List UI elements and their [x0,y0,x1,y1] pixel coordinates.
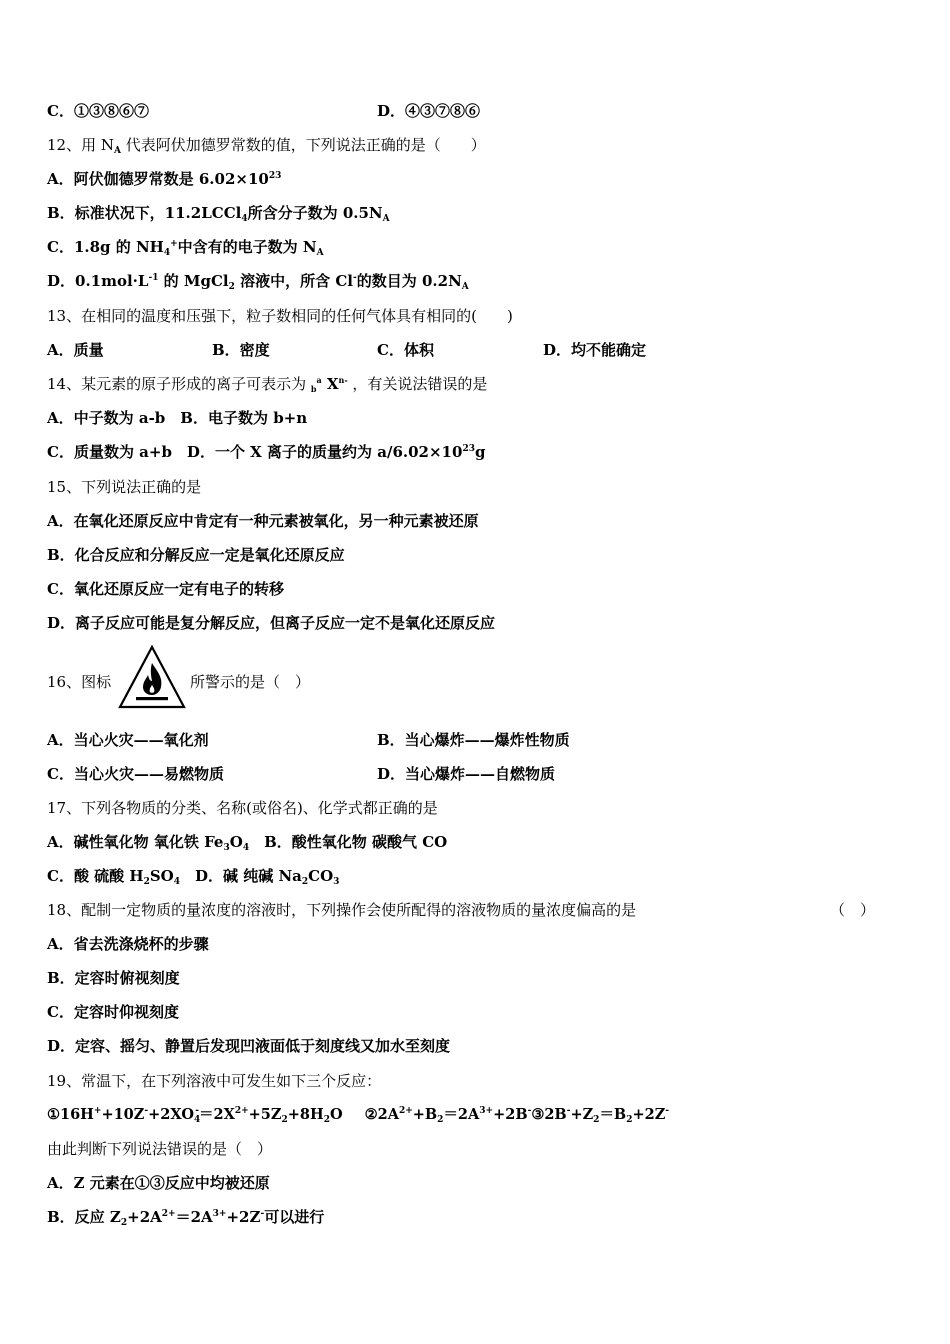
q14-stem: 14、某元素的原子形成的离子可表示为 $_b^a$ $X^{n-}$ ，有关说法错误的是 [47,375,488,394]
flammable-warning-icon [117,644,187,710]
q16-options-cd [47,764,556,784]
q16-options-ab [47,730,570,750]
q14-options-ab: A．中子数为 a-b B．电子数为 b+n [47,409,308,427]
q18-answer-paren: （ ） [830,901,876,919]
q16-option-d: D．当心爆炸——自燃物质 [377,765,556,783]
q13-option-d: D．均不能确定 [543,341,647,359]
q12-option-b: B．标准状况下，11.2LCCl$_4$所含分子数为 $0.5N_A$ [47,204,390,224]
q12-option-a: A．阿伏伽德罗常数是 $6.02\times 10^{23}$ [47,170,282,188]
q19-option-b: B．反应 $Z_2+2A^{2+}=2A^{3+}+2Z^-$可以进行 [47,1208,325,1228]
q15-option-b: B．化合反应和分解反应一定是氧化还原反应 [47,546,345,564]
q18-option-d: D．定容、摇匀、静置后发现凹液面低于刻度线又加水至刻度 [47,1037,451,1055]
q15-option-a: A．在氧化还原反应中肯定有一种元素被氧化，另一种元素被还原 [47,512,479,530]
q15-option-d: D．离子反应可能是复分解反应，但离子反应一定不是氧化还原反应 [47,614,496,632]
q16-option-a: A．当心火灾——氧化剂 [47,731,209,749]
q16-stem-suffix: 所警示的是（ ） [190,673,311,691]
q11-options [47,101,481,121]
q16-option-c: C．当心火灾——易燃物质 [47,765,224,783]
q18-option-a: A．省去洗涤烧杯的步骤 [47,935,209,953]
q15-stem: 15、下列说法正确的是 [47,478,202,496]
q11-option-d: D．④③⑦⑧⑥ [377,102,481,120]
q19-stem: 19、常温下，在下列溶液中可发生如下三个反应： [47,1072,382,1090]
q18-stem: 18、配制一定物质的量浓度的溶液时，下列操作会使所配得的溶液物质的量浓度偏高的是 [47,901,637,919]
q12-option-d: D．$0.1mol\cdot L^{-1}$ 的 MgCl$_2$ 溶液中，所含 Cl-的数目为 $0.2N_A$ [47,272,469,292]
q13-options [47,340,647,360]
q18-option-b: B．定容时俯视刻度 [47,969,180,987]
q19-reactions [47,1105,669,1125]
q16-option-b: B．当心爆炸——爆炸性物质 [377,731,570,749]
q12-option-c: C．1.8g 的 $NH_4^+$中含有的电子数为 $N_A$ [47,238,324,258]
q13-option-a: A．质量 [47,341,104,359]
q16-stem-prefix: 16、图标 [47,673,112,691]
q13-option-c: C．体积 [377,341,434,359]
reaction-2: $②2A^{2+}+B_2=2A^{3+}+2B^-$ [364,1106,532,1125]
q17-options-ab: A．碱性氧化物 氧化铁 $Fe_3O_4$ B．酸性氧化物 碳酸气 CO [47,833,448,853]
q19-option-a: A．Z 元素在①③反应中均被还原 [47,1174,270,1192]
q19-judge: 由此判断下列说法错误的是（ ） [47,1140,273,1158]
q17-options-cd: C．酸 硫酸 $H_2SO_4$ D．碱 纯碱 $Na_2CO_3$ [47,867,340,887]
q17-stem: 17、下列各物质的分类、名称(或俗名)、化学式都正确的是 [47,799,438,817]
reaction-3: $③2B^-+Z_2=B_2+2Z^-$ [531,1106,670,1125]
q15-option-c: C．氧化还原反应一定有电子的转移 [47,580,284,598]
reaction-1: $①16H^++10Z^-+2XO_4^-=2X^{2+}+5Z_2+8H_2O$ [47,1106,343,1125]
q18-option-c: C．定容时仰视刻度 [47,1003,179,1021]
q13-option-b: B．密度 [212,341,270,359]
q14-options-cd: C．质量数为 a+b D．一个 X 离子的质量约为 $a/6.02\times 10^{23}g$ [47,443,486,461]
q11-option-c: C．①③⑧⑥⑦ [47,102,149,120]
q12-stem: 12、用 $N_A$ 代表阿伏加德罗常数的值，下列说法正确的是（ ） [47,136,486,156]
q13-stem: 13、在相同的温度和压强下，粒子数相同的任何气体具有相同的( ) [47,307,513,325]
